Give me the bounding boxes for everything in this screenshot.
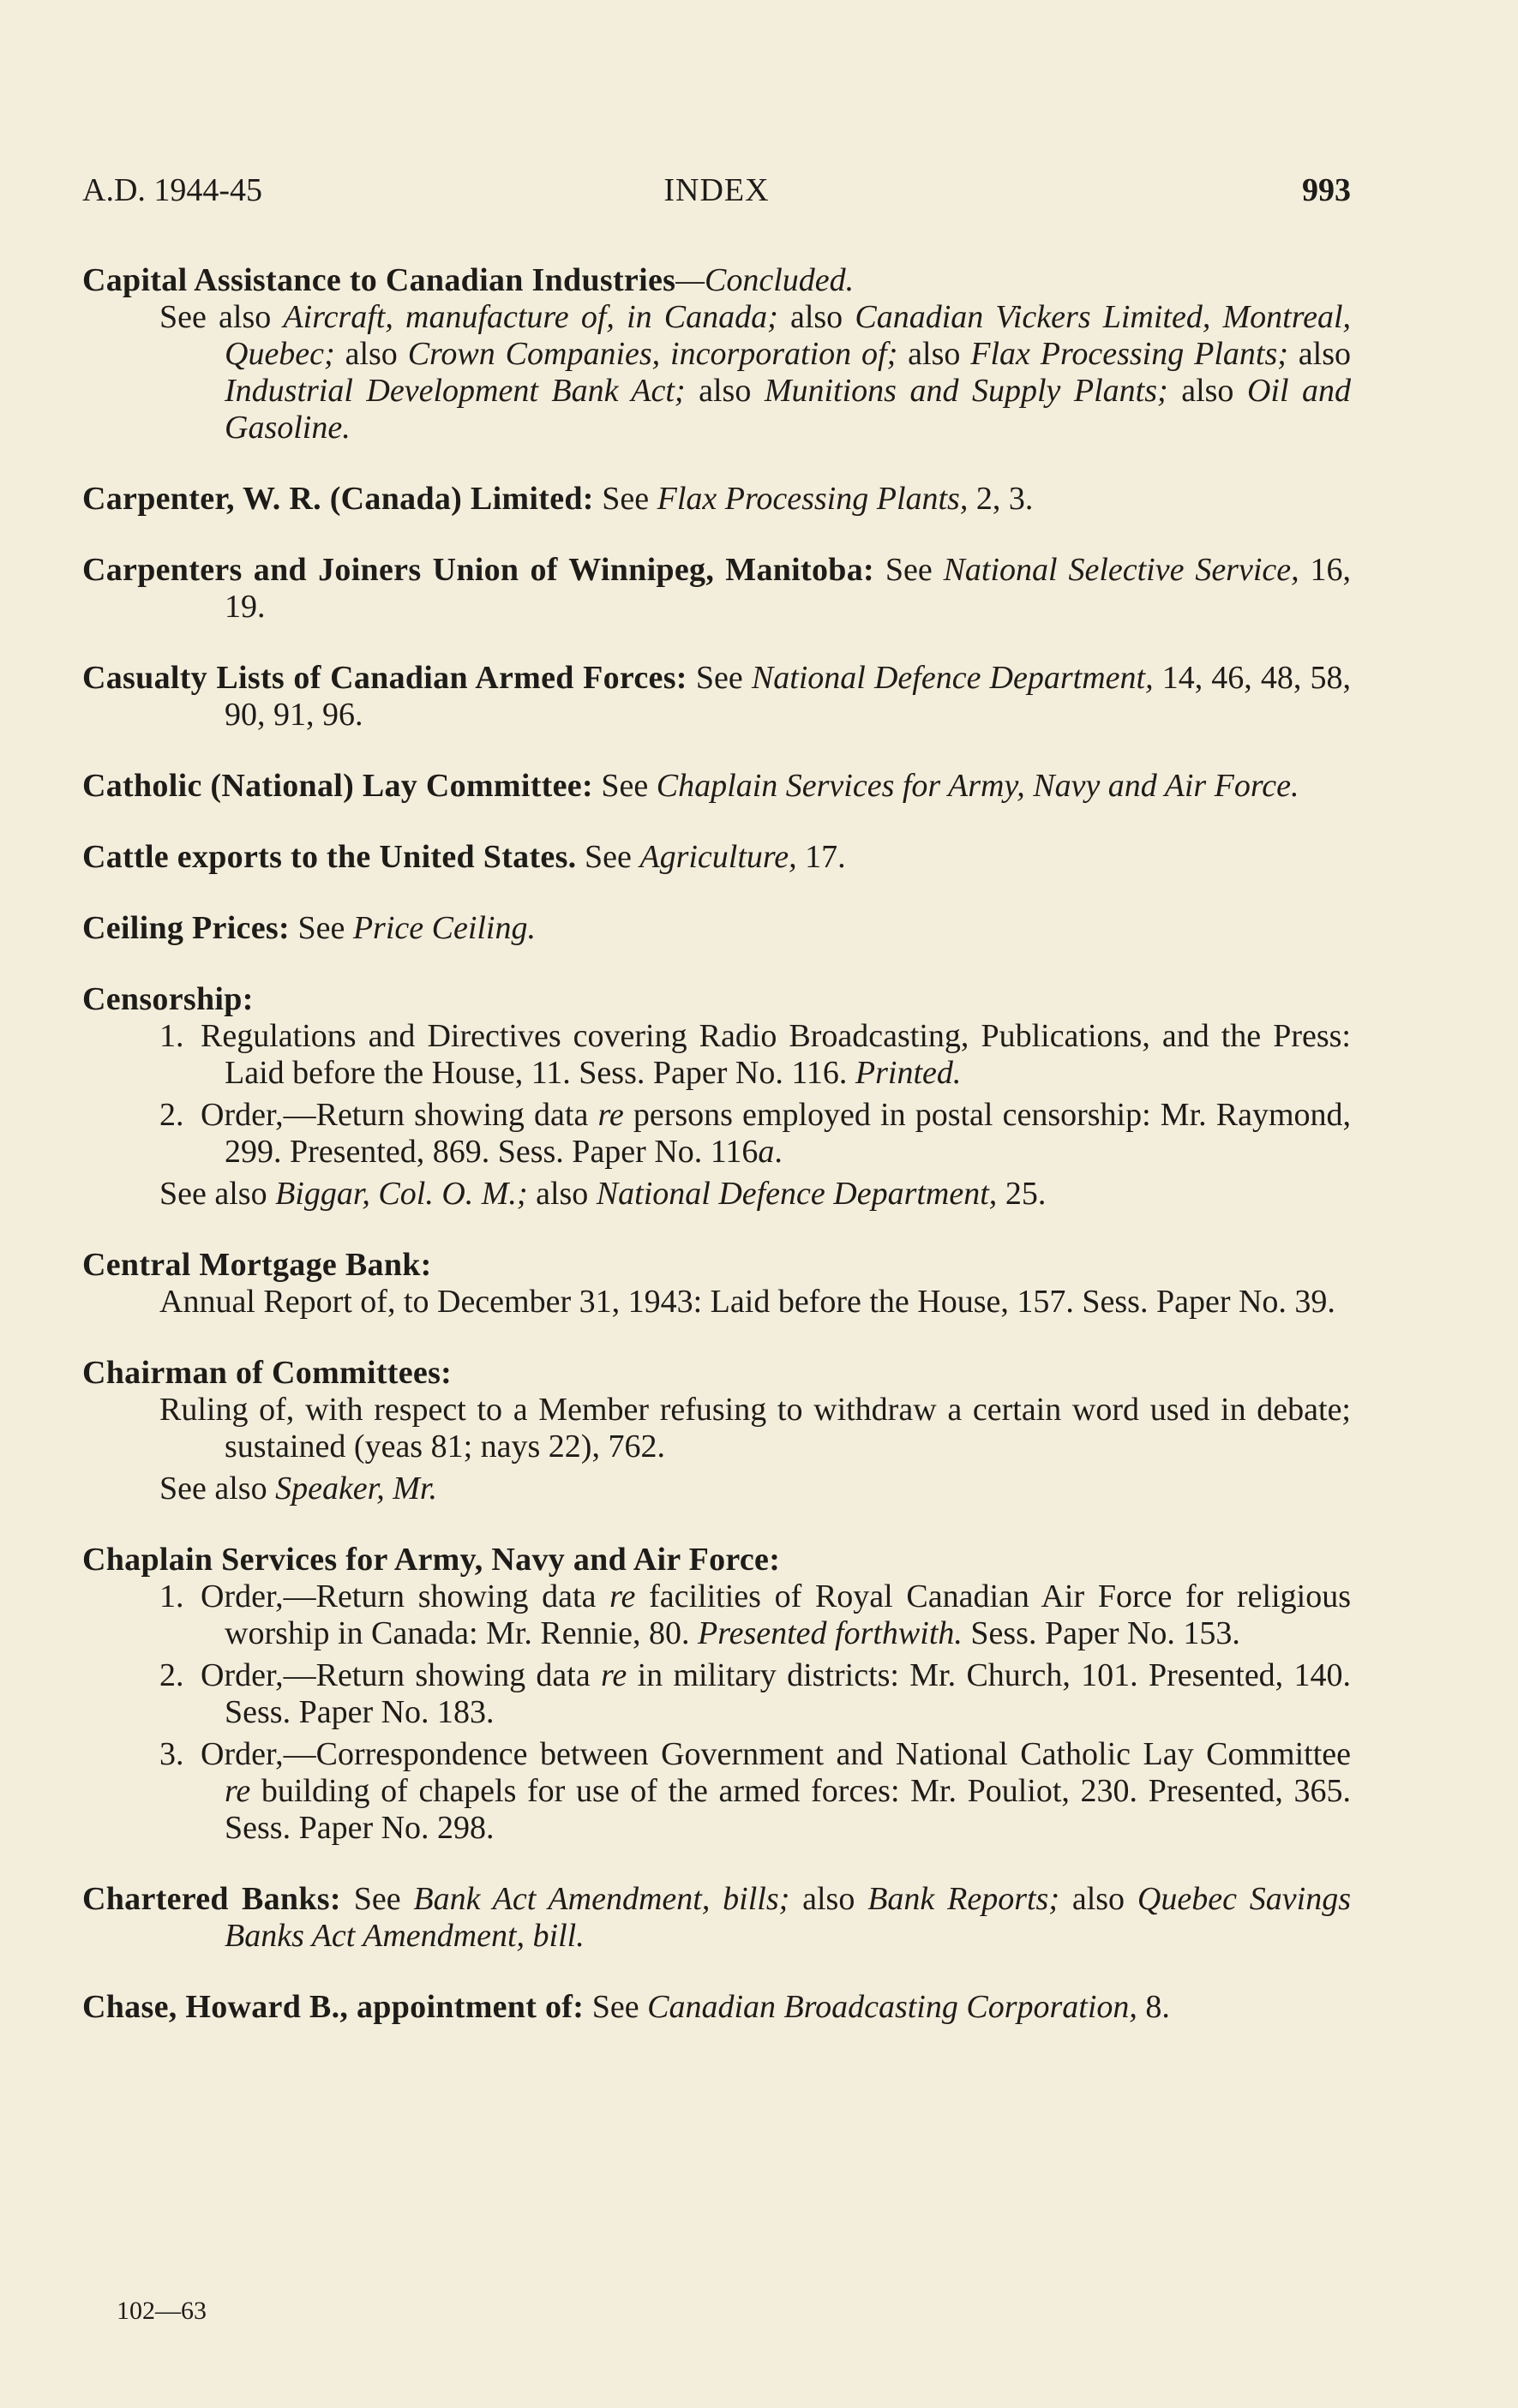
sub-item: Annual Report of, to December 31, 1943: Laid before the House, 157. Sess. Paper No. 39. [159, 1284, 1335, 1320]
sub-item: Ruling of, with respect to a Member refusing to withdraw a certain word used in debate; sustained (yeas 81; nays 22), 762. [159, 1392, 1351, 1465]
sub-item: 3. Order,—Correspondence between Government and National Catholic Lay Committee re building of chapels for use of the armed forces: Mr. Pouliot, 230. Presented, 365. Sess. Paper No. 298. [159, 1736, 1351, 1846]
entry-chartered-banks: Chartered Banks: See Bank Act Amendment, bills; also Bank Reports; also Quebec Savings Banks Act Amendment, bill. [82, 1881, 1351, 1954]
entry-heading: Chaplain Services for Army, Navy and Air Force: [82, 1542, 781, 1578]
header-year: A.D. 1944-45 [82, 172, 263, 208]
see-also: See also Biggar, Col. O. M.; also National Defence Department, 25. [159, 1176, 1047, 1212]
entry-central-mortgage-bank [82, 1247, 1351, 1321]
sub-item: 1. Order,—Return showing data re facilities of Royal Canadian Air Force for religious worship in Canada: Mr. Rennie, 80. Presented forthwith. Sess. Paper No. 153. [159, 1578, 1351, 1651]
sub-item: 2. Order,—Return showing data re persons employed in postal censorship: Mr. Raymond, 299. Presented, 869. Sess. Paper No. 116a. [159, 1097, 1352, 1170]
see-also: See also Speaker, Mr. [159, 1471, 437, 1506]
entry-heading: Capital Assistance to Canadian Industries—Concluded. [82, 262, 855, 298]
entry-heading: Central Mortgage Bank: [82, 1247, 432, 1283]
entry-chase-howard: Chase, Howard B., appointment of: See Canadian Broadcasting Corporation, 8. [82, 1989, 1170, 2025]
entry-chairman-of-committees [82, 1355, 1351, 1507]
entry-heading: Chairman of Committees: [82, 1355, 453, 1391]
entry-cattle-exports: Cattle exports to the United States. See Agriculture, 17. [82, 839, 846, 875]
entry-ceiling-prices: Ceiling Prices: See Price Ceiling. [82, 910, 536, 946]
entry-chaplain-services [82, 1542, 1351, 1847]
entry-censorship [82, 981, 1351, 1213]
entry-carpenters-union: Carpenters and Joiners Union of Winnipeg, Manitoba: See National Selective Service, 16, 19. [82, 552, 1351, 625]
page-header [82, 171, 1351, 214]
entry-capital-assistance [82, 262, 1351, 446]
entry-catholic-committee: Catholic (National) Lay Committee: See Chaplain Services for Army, Navy and Air Force. [82, 768, 1299, 804]
entry-carpenter: Carpenter, W. R. (Canada) Limited: See Flax Processing Plants, 2, 3. [82, 481, 1034, 517]
signature-mark: 102—63 [117, 2297, 207, 2325]
page-number: 993 [1302, 172, 1351, 208]
sub-item: 2. Order,—Return showing data re in military districts: Mr. Church, 101. Presented, 140. Sess. Paper No. 183. [159, 1657, 1351, 1730]
entry-heading: Censorship: [82, 981, 254, 1017]
sub-item: 1. Regulations and Directives covering Radio Broadcasting, Publications, and the Press: Laid before the House, 11. Sess. Paper No. 116. Printed. [159, 1018, 1351, 1091]
index-body [82, 262, 1351, 2060]
see-also: See also Aircraft, manufacture of, in Canada; also Canadian Vickers Limited, Montreal, Quebec; also Crown Companies, incorporation of; also Flax Processing Plants; also Industrial Development Bank Act; also Munitions and Supply Plants; also Oil and Gasoline. [159, 299, 1352, 446]
header-title: INDEX [663, 172, 770, 208]
entry-casualty-lists: Casualty Lists of Canadian Armed Forces: See National Defence Department, 14, 46, 48, 58, 90, 91, 96. [82, 660, 1352, 733]
